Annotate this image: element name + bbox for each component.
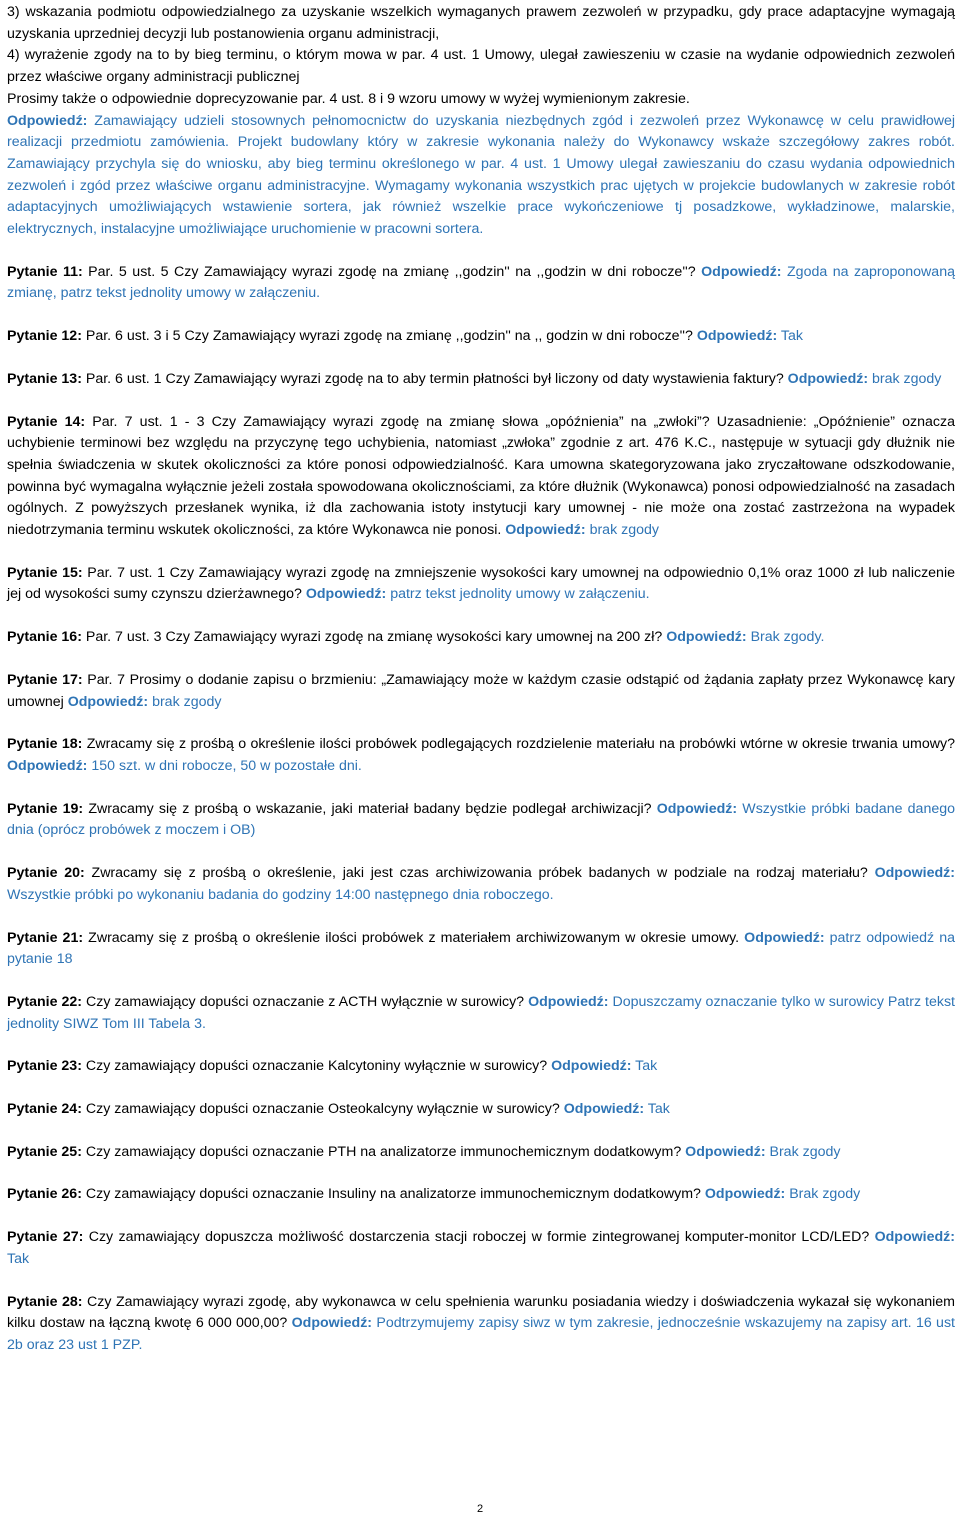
question-label: Pytanie 23: (7, 1058, 82, 1075)
intro-line-2: 4) wyrażenie zgody na to by bieg terminu, o którym mowa w par. 4 ust. 1 Umowy, ulegał zawieszeniu w czasie na wydanie odpowiednich zezwoleń przez właściwe organy administracji publicznej (7, 47, 955, 86)
answer-label: Odpowiedź: (656, 800, 738, 817)
question-list (7, 262, 955, 1357)
question-item (7, 1184, 955, 1206)
answer-text: Zgoda na zaproponowaną zmianę, patrz tekst jednolity umowy w załączeniu. (7, 263, 955, 302)
answer-text: Brak zgody. (746, 629, 825, 646)
question-label: Pytanie 14: (7, 413, 86, 430)
question-label: Pytanie 11: (7, 263, 83, 280)
document-page (7, 2, 955, 1378)
question-item (7, 627, 955, 649)
question-label: Pytanie 12: (7, 328, 82, 345)
intro-section (7, 2, 955, 241)
answer-text: Dopuszczamy oznaczanie tylko w surowicy Patrz tekst jednolity SIWZ Tom III Tabela 3. (7, 993, 955, 1032)
answer-label: Odpowiedź: (704, 1186, 786, 1203)
answer-label: Odpowiedź: (666, 629, 747, 646)
answer-label: Odpowiedź: (874, 865, 955, 882)
answer-label: Odpowiedź: (551, 1058, 632, 1075)
question-label: Pytanie 26: (7, 1186, 82, 1203)
answer-text: brak zgody (868, 370, 942, 387)
question-label: Pytanie 27: (7, 1229, 84, 1246)
question-text: Par. 7 ust. 1 - 3 Czy Zamawiający wyrazi zgodę na zmianę słowa „opóźnienia” na „zwłoki”? Uzasadnienie: „Opóźnienie” oznacza uchybienie terminowi bez względu na przyczynę tego uchybienia, natomiast „zwłoka” zgodnie z art. 476 K.C., następuje w sytuacji gdy dłużnik nie spełnia świadczenia w skutek okoliczności za które ponosi odpowiedzialność. Kara umowna skategoryzowana jako zryczałtowane odszkodowanie, powinna być wymagalna wyłącznie jeżeli została spowodowana okolicznościami, za które dłużnik (Wykonawca) ponosi odpowiedzialność na zasadach ogólnych. Z powyższych przesłanek wynika, iż dla zachowania istoty instytucji kary umownej - nie może ona zostać zastrzeżona na wypadek niedotrzymania terminu wskutek okoliczności, za które Wykonawca nie ponosi. (7, 413, 956, 539)
intro-line-1: 3) wskazania podmiotu odpowiedzialnego za uzyskanie wszelkich wymaganych prawem zezwoleń w przypadku, gdy prace adaptacyjne wymagają uzyskania uprzedniej decyzji lub postanowienia organu administracji, (7, 4, 955, 42)
question-text: Czy zamawiający dopuści oznaczanie PTH na analizatorze immunochemicznym dodatkowym? (81, 1143, 686, 1160)
question-item (7, 928, 955, 971)
question-text: Zwracamy się z prośbą o określenie, jaki jest czas archiwizowania próbek badanych w podziale na rodzaj materiału? (84, 865, 875, 882)
question-label: Pytanie 25: (7, 1143, 82, 1160)
question-item (7, 1099, 955, 1121)
question-text: Par. 7 Prosimy o dodanie zapisu o brzmieniu: „Zamawiający może w każdym czasie odstąpić od żądania zapłaty przez Wykonawcę kary umownej (7, 671, 955, 710)
answer-text: brak zgody (148, 693, 222, 710)
question-text: Czy zamawiający dopuści oznaczanie z ACTH wyłącznie w surowicy? (81, 993, 529, 1010)
intro-answer-text: Zamawiający udzieli stosownych pełnomocnictw do uzyskania niezbędnych zgód i zezwoleń przez Wykonawcę w celu prawidłowej realizacji przedmiotu zamówienia. Projekt budowlany który w zakresie wykonania należy do Wykonawcy wskaże szczegółowy zakres robót. Zamawiający przychyla się do wniosku, aby bieg terminu określonego w par. 4 ust. 1 Umowy ulegał zawieszaniu do czasu wydania odpowiednich zezwoleń i zgód przez właściwe organu administracyjne. Wymagamy wykonania wszystkich prac ujętych w projekcie budowlanych w zakresie robót adaptacyjnych umożliwiających wstawienie sortera, jak również wszelkie prace wykończeniowe tj posadzkowe, wykładzinowe, malarskie, elektrycznych, instalacyjne umożliwiające uruchomienie w pracowni sortera. (7, 112, 955, 238)
question-text: Czy zamawiający dopuszcza możliwość dostarczenia stacji roboczej w formie zintegrowanej komputer-monitor LCD/LED? (83, 1229, 875, 1246)
intro-answer-label: Odpowiedź: (7, 112, 88, 129)
question-item (7, 863, 955, 906)
question-text: Par. 5 ust. 5 Czy Zamawiający wyrazi zgodę na zmianę ,,godzin'' na ,,godzin w dni robocze''? (82, 263, 702, 280)
answer-text: Podtrzymujemy zapisy siwz w tym zakresie, jednocześnie wskazujemy na zapisy art. 16 ust 2b oraz 23 ust 1 PZP. (7, 1315, 955, 1353)
question-text: Czy zamawiający dopuści oznaczanie Kalcytoniny wyłącznie w surowicy? (81, 1058, 552, 1075)
question-item (7, 799, 955, 842)
question-text: Par. 6 ust. 1 Czy Zamawiający wyrazi zgodę na to aby termin płatności był liczony od daty wystawienia faktury? (81, 370, 788, 387)
question-item (7, 670, 955, 713)
question-label: Pytanie 19: (7, 800, 84, 817)
page-number: 2 (476, 1503, 484, 1515)
question-label: Pytanie 16: (7, 629, 82, 646)
answer-label: Odpowiedź: (744, 929, 825, 946)
answer-text: Tak (644, 1101, 670, 1118)
answer-text: 150 szt. w dni robocze, 50 w pozostałe dni. (87, 757, 362, 774)
question-label: Pytanie 21: (7, 929, 84, 946)
question-item (7, 1292, 955, 1357)
answer-label: Odpowiedź: (505, 522, 586, 539)
question-item (7, 326, 955, 348)
question-text: Zwracamy się z prośbą o określenie ilości probówek z materiałem archiwizowanym w okresie umowy. (83, 929, 745, 946)
question-item (7, 369, 955, 391)
question-item (7, 734, 955, 777)
question-text: Par. 6 ust. 3 i 5 Czy Zamawiający wyrazi zgodę na zmianę ,,godzin'' na ,, godzin w dni robocze''? (81, 328, 697, 345)
answer-label: Odpowiedź: (563, 1101, 645, 1118)
question-item (7, 563, 955, 606)
answer-text: Wszystkie próbki badane danego dnia (oprócz probówek z moczem i OB) (7, 800, 955, 839)
intro-line-3: Prosimy także o odpowiednie doprecyzowanie par. 4 ust. 8 i 9 wzoru umowy w wyżej wymienionym zakresie. (7, 90, 690, 107)
answer-text: Brak zgody (785, 1186, 861, 1203)
question-text: Zwracamy się z prośbą o określenie ilości probówek podlegających rozdzielenie materiału na probówki wtórne w okresie trwania umowy? (82, 736, 955, 753)
question-label: Pytanie 17: (7, 671, 83, 688)
answer-text: brak zgody (585, 522, 659, 539)
question-label: Pytanie 20: (7, 865, 85, 882)
question-item (7, 262, 955, 305)
answer-label: Odpowiedź: (7, 757, 88, 774)
question-text: Zwracamy się z prośbą o wskazanie, jaki materiał badany będzie podlegał archiwizacji? (83, 800, 657, 817)
answer-label: Odpowiedź: (787, 370, 869, 387)
question-label: Pytanie 24: (7, 1101, 82, 1118)
question-item (7, 412, 955, 542)
question-label: Pytanie 22: (7, 993, 82, 1010)
answer-text: Tak (631, 1058, 658, 1075)
answer-text: Tak (777, 328, 803, 345)
question-label: Pytanie 13: (7, 370, 82, 387)
answer-text: Wszystkie próbki po wykonaniu badania do godziny 14:00 następnego dnia roboczego. (7, 886, 554, 903)
question-text: Czy Zamawiający wyrazi zgodę, aby wykonawca w celu spełnienia warunku posiadania wiedzy i doświadczenia wykazał się wykonaniem kilku dostaw na łączną kwotę 6 000 000,00? (7, 1293, 956, 1332)
question-label: Pytanie 18: (7, 736, 83, 753)
answer-label: Odpowiedź: (67, 693, 149, 710)
answer-text: patrz odpowiedź na pytanie 18 (7, 929, 955, 968)
question-label: Pytanie 15: (7, 564, 83, 581)
question-label: Pytanie 28: (7, 1293, 83, 1310)
question-item (7, 1056, 955, 1078)
answer-text: patrz tekst jednolity umowy w załączeniu. (386, 586, 650, 603)
answer-label: Odpowiedź: (696, 328, 778, 345)
question-item (7, 1142, 955, 1164)
question-item (7, 1227, 955, 1270)
answer-label: Odpowiedź: (528, 993, 609, 1010)
question-text: Czy zamawiający dopuści oznaczanie Insuliny na analizatorze immunochemicznym dodatkowym? (81, 1186, 705, 1203)
answer-label: Odpowiedź: (685, 1143, 766, 1160)
answer-label: Odpowiedź: (874, 1229, 955, 1246)
question-text: Par. 7 ust. 1 Czy Zamawiający wyrazi zgodę na zmniejszenie wysokości kary umownej na odpowiednio 0,1% oraz 1000 zł lub naliczenie jej od wysokości sumy czynszu dzierżawnego? (7, 564, 955, 603)
question-item (7, 992, 955, 1035)
question-text: Czy zamawiający dopuści oznaczanie Osteokalcyny wyłącznie w surowicy? (81, 1101, 564, 1118)
answer-label: Odpowiedź: (305, 586, 387, 603)
answer-label: Odpowiedź: (291, 1315, 373, 1332)
answer-text: Tak (7, 1250, 30, 1267)
answer-label: Odpowiedź: (701, 263, 782, 280)
question-text: Par. 7 ust. 3 Czy Zamawiający wyrazi zgodę na zmianę wysokości kary umownej na 200 zł? (81, 629, 667, 646)
answer-text: Brak zgody (765, 1143, 841, 1160)
